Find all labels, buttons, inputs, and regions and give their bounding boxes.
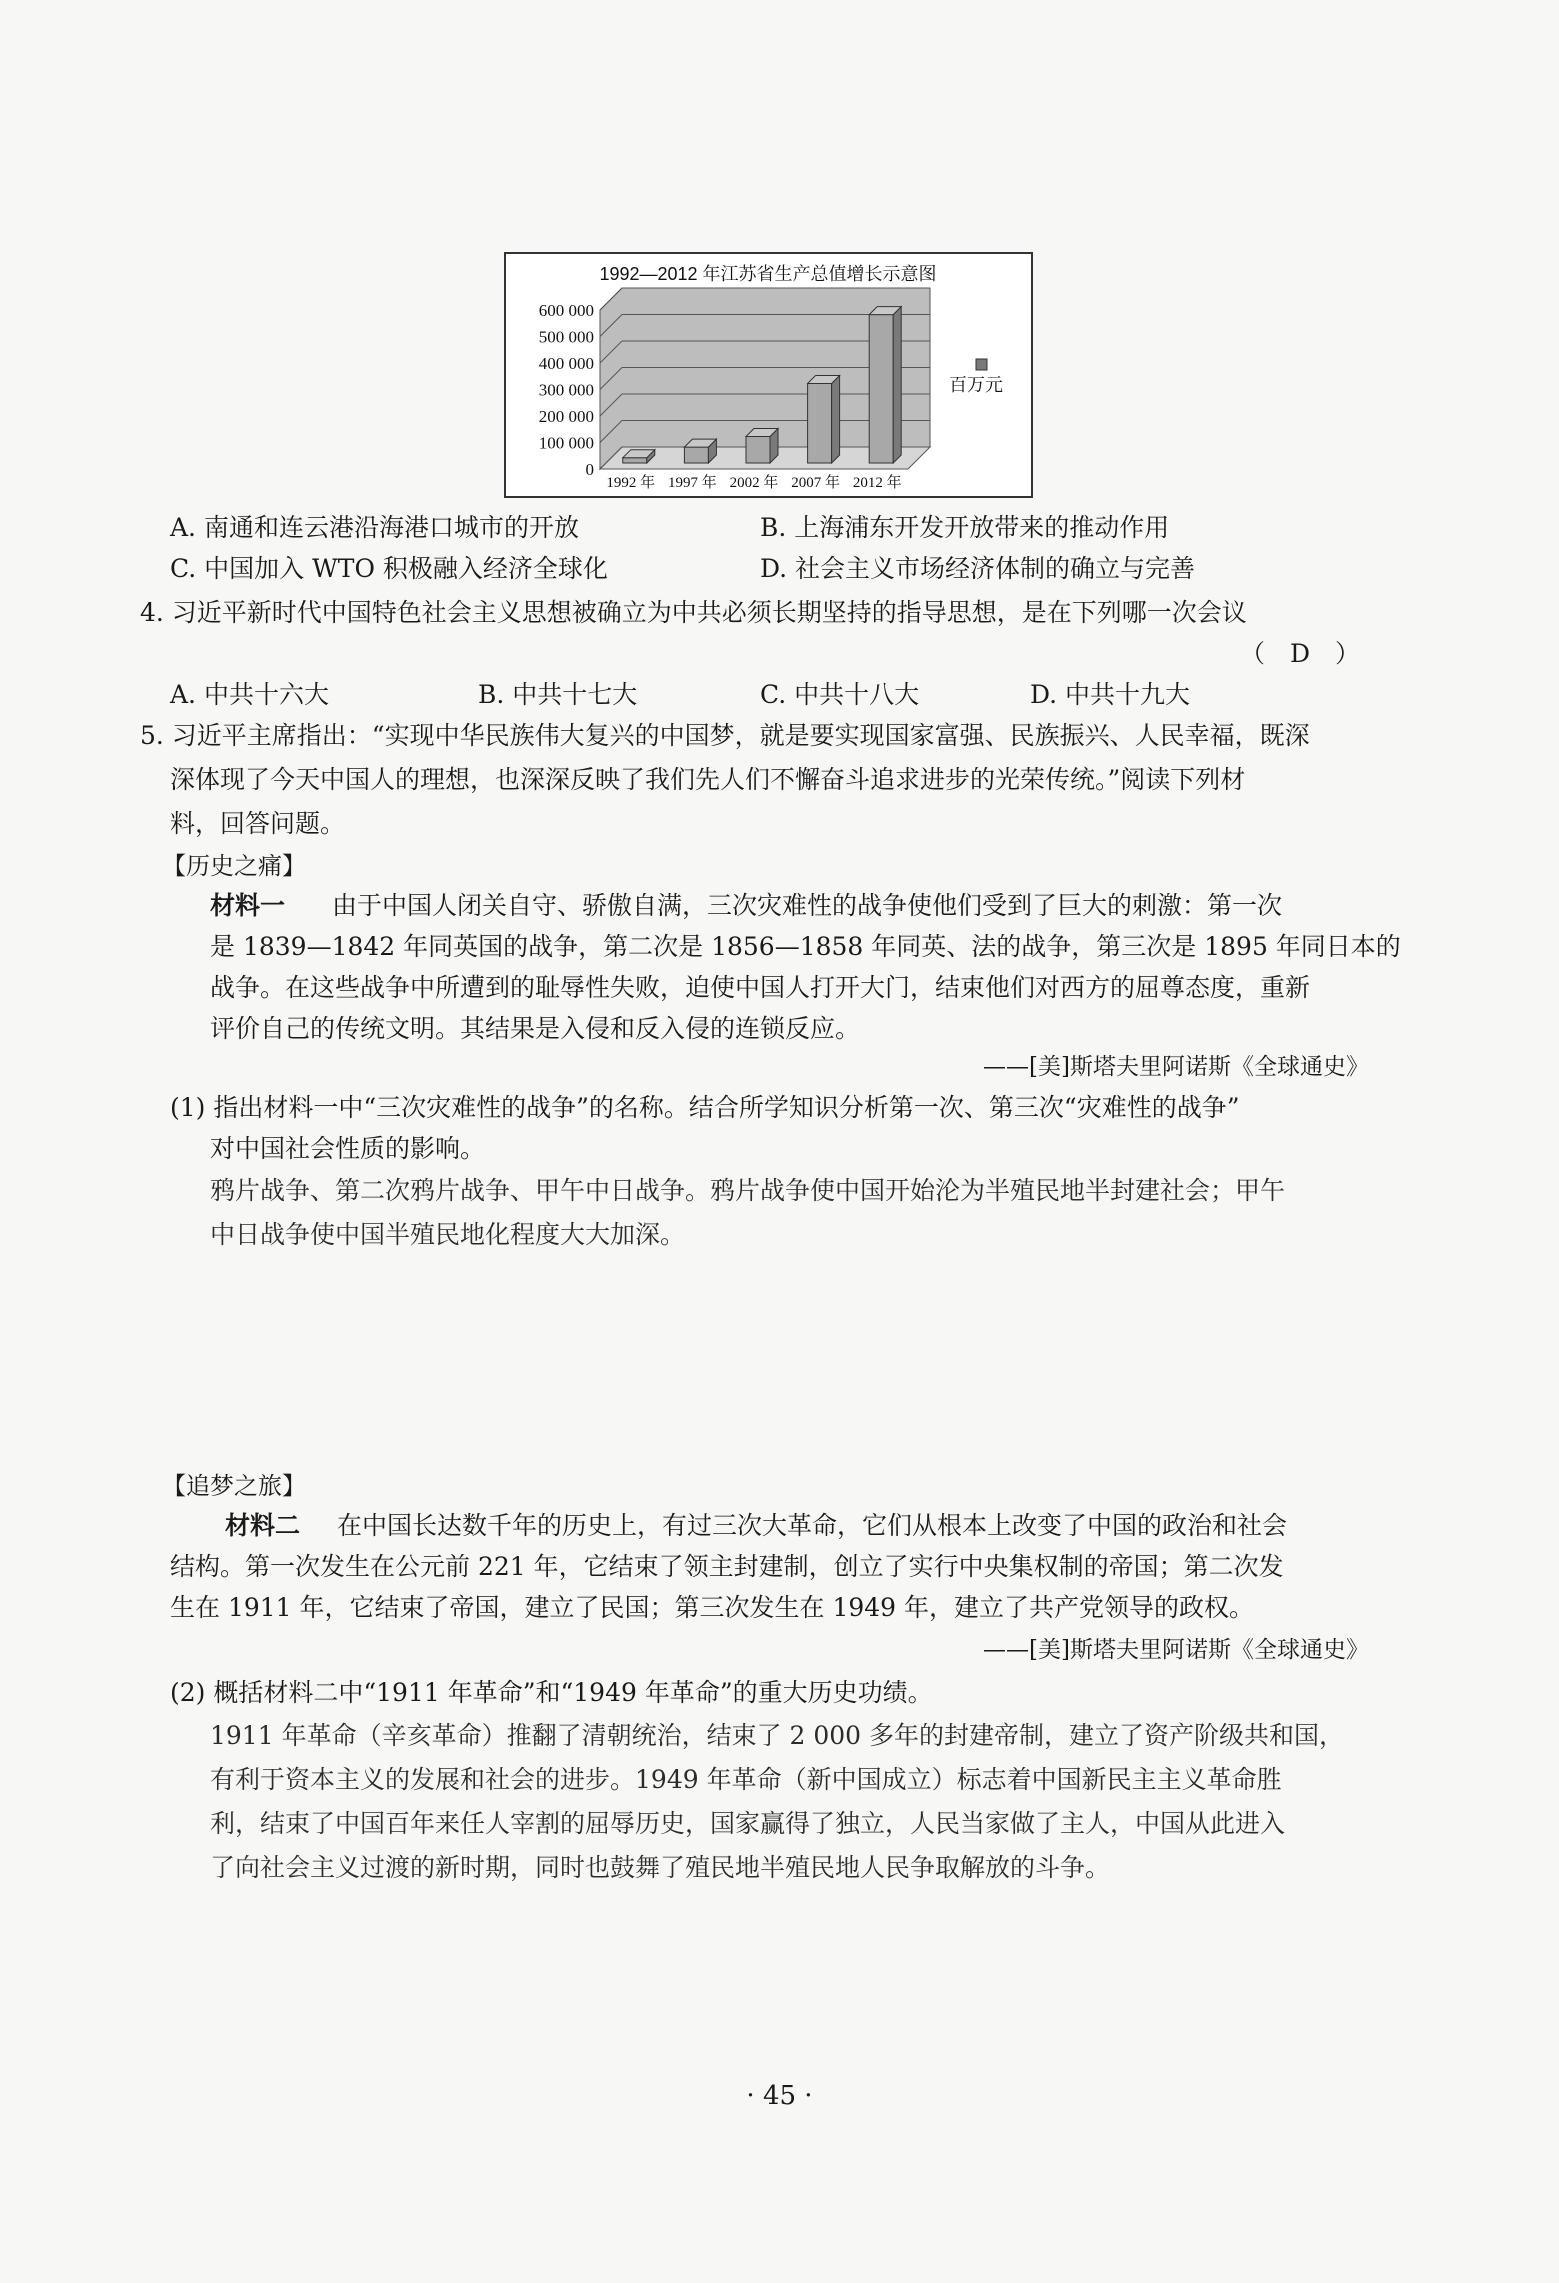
q4-stem: 4. 习近平新时代中国特色社会主义思想被确立为中共必须长期坚持的指导思想，是在下列哪一次会议 — [140, 598, 1247, 627]
q4-option-b: B. 中共十七大 — [478, 680, 638, 709]
material2-line: 在中国长达数千年的历史上，有过三次大革命，它们从根本上改变了中国的政治和社会 — [337, 1511, 1288, 1540]
material2-label — [225, 1508, 300, 1544]
material1-source: ——[美]斯塔夫里阿诺斯《全球通史》 — [983, 1054, 1369, 1080]
material1-line: 是 1839—1842 年同英国的战争，第二次是 1856—1858 年同英、法的战争，第三次是 1895 年同日本的 — [210, 932, 1401, 961]
sub-question-2: (2) 概括材料二中“1911 年革命”和“1949 年革命”的重大历史功绩。 — [170, 1678, 933, 1707]
material1-line: 由于中国人闭关自守、骄傲自满，三次灾难性的战争使他们受到了巨大的刺激：第一次 — [332, 891, 1283, 920]
chart-bar — [623, 458, 647, 463]
chart-y-tick-label: 0 — [585, 460, 594, 479]
answer-1-line: 中日战争使中国半殖民地化程度大大加深。 — [210, 1220, 686, 1249]
q3-option-c: C. 中国加入 WTO 积极融入经济全球化 — [170, 554, 608, 583]
answer-2-line: 有利于资本主义的发展和社会的进步。1949 年革命（新中国成立）标志着中国新民主主义革命胜 — [210, 1765, 1282, 1794]
q3-option-a: A. 南通和连云港沿海港口城市的开放 — [170, 513, 579, 542]
material2-line: 生在 1911 年，它结束了帝国，建立了民国；第三次发生在 1949 年，建立了共产党领导的政权。 — [170, 1593, 1255, 1622]
answer-2-line: 1911 年革命（辛亥革命）推翻了清朝统治，结束了 2 000 多年的封建帝制，建立了资产阶级共和国， — [210, 1721, 1345, 1750]
q3-option-b: B. 上海浦东开发开放带来的推动作用 — [760, 513, 1170, 542]
chart-x-tick-label: 1997 年 — [668, 475, 717, 491]
chart-y-tick-label: 600 000 — [538, 301, 594, 320]
material1-label-text: 材料一 — [210, 891, 286, 920]
q5-stem-line: 5. 习近平主席指出：“实现中华民族伟大复兴的中国梦，就是要实现国家富强、民族振兴、人民幸福，既深 — [140, 721, 1310, 750]
gdp-chart-svg — [506, 254, 1031, 496]
chart-x-tick-label: 1992 年 — [606, 475, 656, 491]
chart-bar-side — [832, 376, 840, 464]
material2-line: 结构。第一次发生在公元前 221 年，它结束了领主封建制，创立了实行中央集权制的帝国；第二次发 — [170, 1552, 1284, 1581]
q4-option-c: C. 中共十八大 — [760, 680, 920, 709]
chart-y-tick-label: 500 000 — [538, 327, 594, 347]
q5-stem-line: 深体现了今天中国人的理想，也深深反映了我们先人们不懈奋斗追求进步的光荣传统。”阅读下列材 — [170, 765, 1246, 794]
chart-x-tick-label: 2007 年 — [791, 475, 840, 491]
chart-bar — [746, 437, 770, 464]
chart-legend-swatch — [976, 359, 987, 370]
gdp-chart — [504, 252, 1033, 498]
chart-legend-label: 百万元 — [949, 375, 1003, 395]
chart-title: 1992—2012 年江苏省生产总值增长示意图 — [599, 264, 937, 284]
sub-question-1: 对中国社会性质的影响。 — [210, 1134, 486, 1163]
chart-bar — [808, 384, 832, 464]
material1-line: 评价自己的传统文明。其结果是入侵和反入侵的连锁反应。 — [210, 1014, 861, 1043]
material1-line: 战争。在这些战争中所遭到的耻辱性失败，迫使中国人打开大门，结束他们对西方的屈尊态度，重新 — [210, 973, 1311, 1002]
q3-option-d: D. 社会主义市场经济体制的确立与完善 — [760, 554, 1196, 583]
q4-option-a: A. 中共十六大 — [170, 680, 329, 709]
answer-2-line: 了向社会主义过渡的新时期，同时也鼓舞了殖民地半殖民地人民争取解放的斗争。 — [210, 1853, 1111, 1882]
material2-source: ——[美]斯塔夫里阿诺斯《全球通史》 — [983, 1637, 1369, 1663]
answer-1-line: 鸦片战争、第二次鸦片战争、甲午中日战争。鸦片战争使中国开始沦为半殖民地半封建社会；甲午 — [210, 1176, 1286, 1205]
page-number: · 45 · — [746, 2081, 813, 2111]
chart-bar — [684, 447, 708, 463]
chart-y-tick-label: 300 000 — [538, 380, 594, 400]
chart-bar — [869, 315, 893, 463]
section-heading-dream-journey: 【追梦之旅】 — [162, 1472, 306, 1500]
material1-label — [210, 888, 285, 924]
q5-stem-line: 料，回答问题。 — [170, 809, 346, 838]
chart-y-tick-label: 400 000 — [538, 354, 594, 373]
sub-question-1: (1) 指出材料一中“三次灾难性的战争”的名称。结合所学知识分析第一次、第三次“灾难性的战争” — [170, 1093, 1240, 1122]
chart-y-tick-label: 200 000 — [538, 407, 594, 426]
chart-x-tick-label: 2002 年 — [729, 475, 779, 491]
section-heading-history-pain: 【历史之痛】 — [162, 852, 306, 880]
chart-x-tick-label: 2012 年 — [852, 475, 902, 491]
chart-bar-side — [893, 307, 901, 463]
answer-2-line: 利，结束了中国百年来任人宰割的屈辱历史，国家赢得了独立，人民当家做了主人，中国从此进入 — [210, 1809, 1286, 1838]
q4-answer: （ D ） — [1240, 639, 1361, 668]
q4-option-d: D. 中共十九大 — [1030, 680, 1191, 709]
chart-y-tick-label: 100 000 — [538, 433, 594, 453]
material2-label-text: 材料二 — [225, 1511, 301, 1540]
